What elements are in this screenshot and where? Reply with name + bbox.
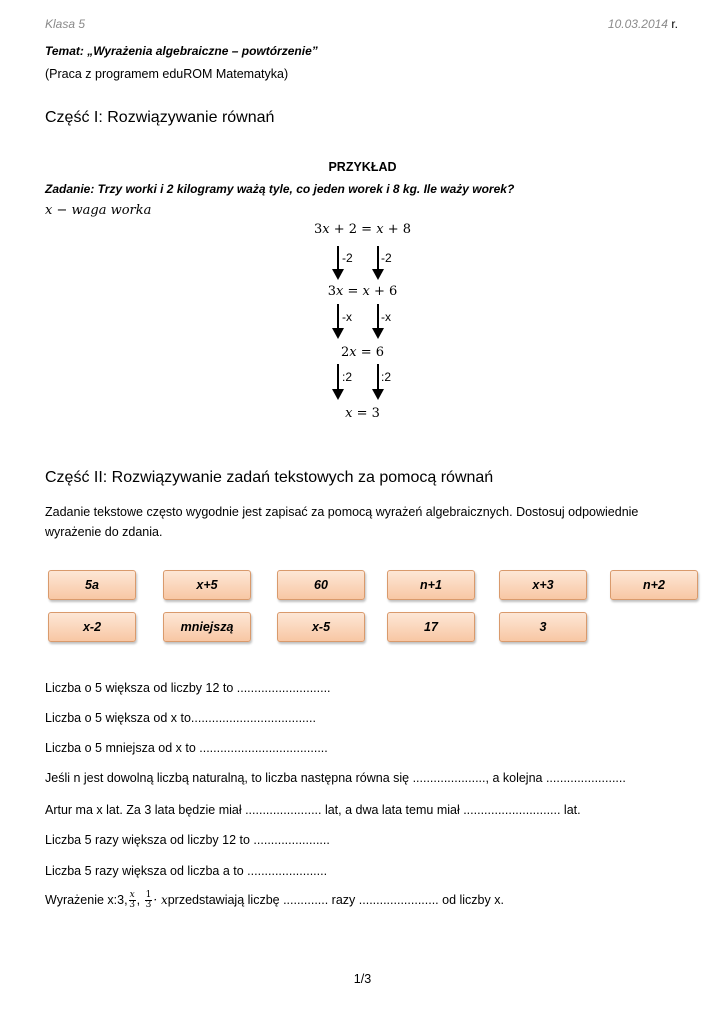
part2-heading: Część II: Rozwiązywanie zadań tekstowych za pomocą równań (45, 469, 494, 486)
fraction-numerator: 1 (145, 890, 152, 900)
fraction (129, 891, 136, 910)
date-suffix: r. (671, 17, 678, 31)
expression-tile[interactable]: 60 (277, 570, 365, 600)
equation-1: 3x + 2 = x + 8 (314, 222, 411, 237)
date-value: 10.03.2014 (607, 17, 668, 31)
expression-tile[interactable]: x+5 (163, 570, 251, 600)
fraction (145, 891, 153, 910)
operation-left: -2 (342, 251, 353, 265)
last-sentence-prefix: Wyrażenie x:3, (45, 892, 128, 907)
sentence-line: Liczba o 5 mniejsza od x to ..................................... (45, 741, 328, 755)
sentence-line: Jeśli n jest dowolną liczbą naturalną, to liczba następna równa się ....................., a kolejna ....................... (45, 771, 626, 785)
operation-left: :2 (342, 370, 353, 384)
class-label: Klasa 5 (45, 17, 86, 31)
topic: Temat: „Wyrażenia algebraiczne – powtórzenie” (45, 44, 318, 58)
operation-right: -x (381, 310, 391, 324)
operation-right: -2 (381, 251, 392, 265)
sentence-line: Liczba 5 razy większa od liczby 12 to ...................... (45, 833, 330, 847)
equation-3: 2x = 6 (340, 345, 385, 360)
expression-tile[interactable]: 17 (387, 612, 475, 642)
fraction-denominator: 3 (129, 900, 135, 910)
sentence-line: Liczba o 5 większa od liczby 12 to ........................... (45, 681, 331, 695)
page-number: 1/3 (353, 972, 372, 986)
expression-tile[interactable]: n+2 (610, 570, 698, 600)
expression-tile[interactable]: x-2 (48, 612, 136, 642)
operation-left: -x (342, 310, 352, 324)
expression-tile[interactable]: 3 (499, 612, 587, 642)
program-note: (Praca z programem eduROM Matematyka) (45, 67, 289, 81)
part1-heading: Część I: Rozwiązywanie równań (45, 109, 275, 126)
sentence-line: Artur ma x lat. Za 3 lata będzie miał ...................... lat, a dwa lata temu miał ............................ lat. (45, 803, 581, 817)
expression-tile[interactable]: 5a (48, 570, 136, 600)
last-sentence: Wyrażenie x:3, $\frac{x}{3}$ , $\frac{1}{3}$ · xprzedstawiają liczbę ............. razy ....................... od liczby x. (45, 890, 504, 910)
date (608, 17, 678, 31)
sentence-line: Liczba 5 razy większa od liczba a to ....................... (45, 864, 328, 878)
variable-definition: x − waga worka (45, 203, 152, 218)
multiplier: · x (153, 892, 168, 907)
expression-tile[interactable]: n+1 (387, 570, 475, 600)
example-title: PRZYKŁAD (328, 160, 397, 174)
fraction-denominator: 3 (145, 900, 152, 910)
part2-intro: Zadanie tekstowe często wygodnie jest zapisać za pomocą wyrażeń algebraicznych. Dostosuj odpowiednie wyrażenie do zdania. (45, 505, 639, 539)
fraction-numerator: x (129, 890, 135, 900)
last-sentence-suffix: przedstawiają liczbę ............. razy ....................... od liczby x. (167, 892, 504, 907)
task-text: Zadanie: Trzy worki i 2 kilogramy ważą tyle, co jeden worek i 8 kg. Ile waży worek? (45, 182, 515, 196)
expression-tile[interactable]: mniejszą (163, 612, 251, 642)
sentence-line: Liczba o 5 większa od x to.................................... (45, 711, 316, 725)
expression-tile[interactable]: x+3 (499, 570, 587, 600)
operation-right: :2 (381, 370, 392, 384)
equation-2: 3x = x + 6 (327, 284, 398, 299)
equation-4: x = 3 (345, 406, 380, 421)
expression-tile[interactable]: x-5 (277, 612, 365, 642)
